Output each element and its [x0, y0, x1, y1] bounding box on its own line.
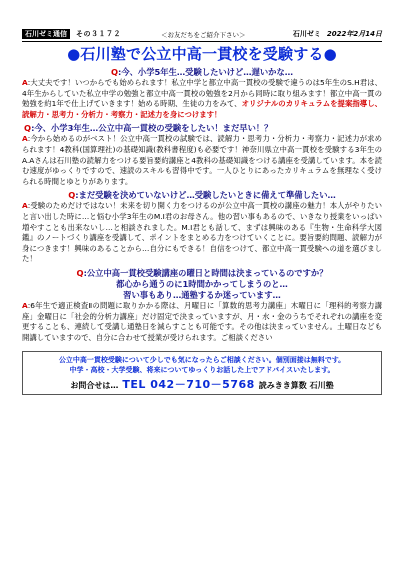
qa-block-1	[22, 67, 382, 120]
a-mark: A	[22, 201, 28, 211]
answer-text: :大丈夫です！いつからでも始められます！私立中学と都立中高一貫校の受験で違うのは5年生のS.H君は、4年生からしていた私立中学の勉強と都立中高一貫校の勉強を2月から同時に取り組みます！都立中高一貫の勉強を約1年で仕上げていきます！始める時期、生徒の力をみて、	[22, 78, 382, 109]
contact-row	[28, 376, 376, 392]
question-text: :今、小学3年生…公立中高一貫校の受験をしたい！まだ早い！？	[31, 123, 273, 134]
contact-label: お問合せは…	[70, 381, 119, 391]
page-title: ●石川塾で公立中高一貫校を受験する●	[67, 45, 337, 63]
a-mark: A	[22, 78, 28, 87]
q-mark: Q	[76, 267, 84, 278]
footer-line-2: 中学・高校・大学受験、将来についてゆっくりお話した上でアドバイスいたします。	[69, 366, 335, 375]
answer-emphasis: オリジナルのカリキュラムを提案指導し、読解力・思考力・分析力・考察力・記述力を身につけます！	[22, 99, 382, 119]
answer-text: :6年生で適正検査Ⅱの問題に取りかかる際は、月曜日に「算数的思考力講座」木曜日に「理科的考察力講座」金曜日に「社会的分析力講座」だけ固定で決まっていますが、月・水・金のうちでそれぞれの講座を変更することも、連続して受講し通塾日を減らすことも可能です。その他は決まっていません。土曜日なども開講していますので、自分に合わせて授業が受けられます。ご相談ください	[22, 300, 382, 342]
q-mark: Q	[110, 67, 119, 77]
qa-block-4	[22, 268, 382, 343]
question-1	[22, 67, 382, 78]
a-mark: A	[22, 300, 28, 310]
share-note: ＜お友だちをご紹介下さい＞	[161, 30, 246, 39]
q-mark: Q	[68, 190, 76, 201]
contact-box	[22, 351, 382, 395]
answer-text: :受験のためだけではない！未来を切り開く力をつけるのが公立中高一貫校の講座の魅力！本人がやりたいと言い出した時に…と悩む小学3年生のM.I君のお母さん。他の習い事もあるので、いきなり授業をいっぱい増やすことも出来ないし…と相談されました。M.I君とも話して、まずは興味のある『生物・生命科学大図鑑』のノートづくり講座を受講して、ポイントをまとめる力をつけていくことに。要旨要約問題、読解力が身につきます！興味のあることから…自分にもできる！自信をつけて、都立中高一貫受験への道を選びました！	[22, 201, 382, 264]
header	[22, 28, 382, 40]
question-text: :今、小学5年生…受験したいけど…遅いかな…	[118, 67, 294, 77]
footer-line-1: 公立中高一貫校受験について少しでも気になったらご相談ください。個別面接は無料です。	[58, 356, 346, 365]
question-text: :まだ受験を決めていないけど…受験したいときに備えて準備したい…	[75, 190, 336, 201]
question-3	[22, 190, 382, 201]
phone-number[interactable]: TEL 042－710－5768	[122, 378, 255, 392]
question-4-line-2: 都心から通うのに1時間かかってしまうのと…	[116, 278, 288, 289]
school-name: 石川ゼミ	[292, 30, 321, 38]
question-4	[22, 268, 382, 279]
answer-1	[22, 78, 382, 120]
qa-block-2	[22, 123, 382, 187]
question-text: :公立中高一貫校受験講座の曜日と時間は決まっているのですか？	[83, 267, 328, 278]
page	[22, 28, 382, 395]
qa-block-3	[22, 190, 382, 265]
newsletter-label: 石川ゼミ通信	[22, 29, 70, 39]
issue-date: 2022年2月14日	[326, 30, 382, 38]
q-mark: Q	[24, 123, 32, 134]
header-divider	[22, 41, 382, 42]
question-4-line-3: 習い事もあり…通塾するか迷っています…	[123, 289, 281, 300]
school-signature: 読みきき算数 石川塾	[258, 381, 334, 391]
issue-number: その３１７２	[76, 30, 121, 38]
answer-4	[22, 301, 382, 343]
answer-2	[22, 134, 382, 187]
answer-text: :今から始めるのがベスト！公立中高一貫校の試験では、読解力・思考力・分析力・考察力・記述力が求められます！4教科(国算理社)の基礎知識(教科書程度)も必要です！神奈川県立中高一貫校を受験する3年生のA.Aさんは石川塾の読解力をつける要旨要約講座と4教科の基礎知識をつける講座を受講しています。本を読む速度がゆっくりですので、速読のスキルも習得中です。一人ひとりにあったカリキュラムを無理なく受けられる時間とゆとりがあります。	[22, 134, 382, 186]
a-mark: A	[22, 134, 28, 144]
question-2	[22, 123, 382, 134]
answer-3	[22, 201, 382, 265]
